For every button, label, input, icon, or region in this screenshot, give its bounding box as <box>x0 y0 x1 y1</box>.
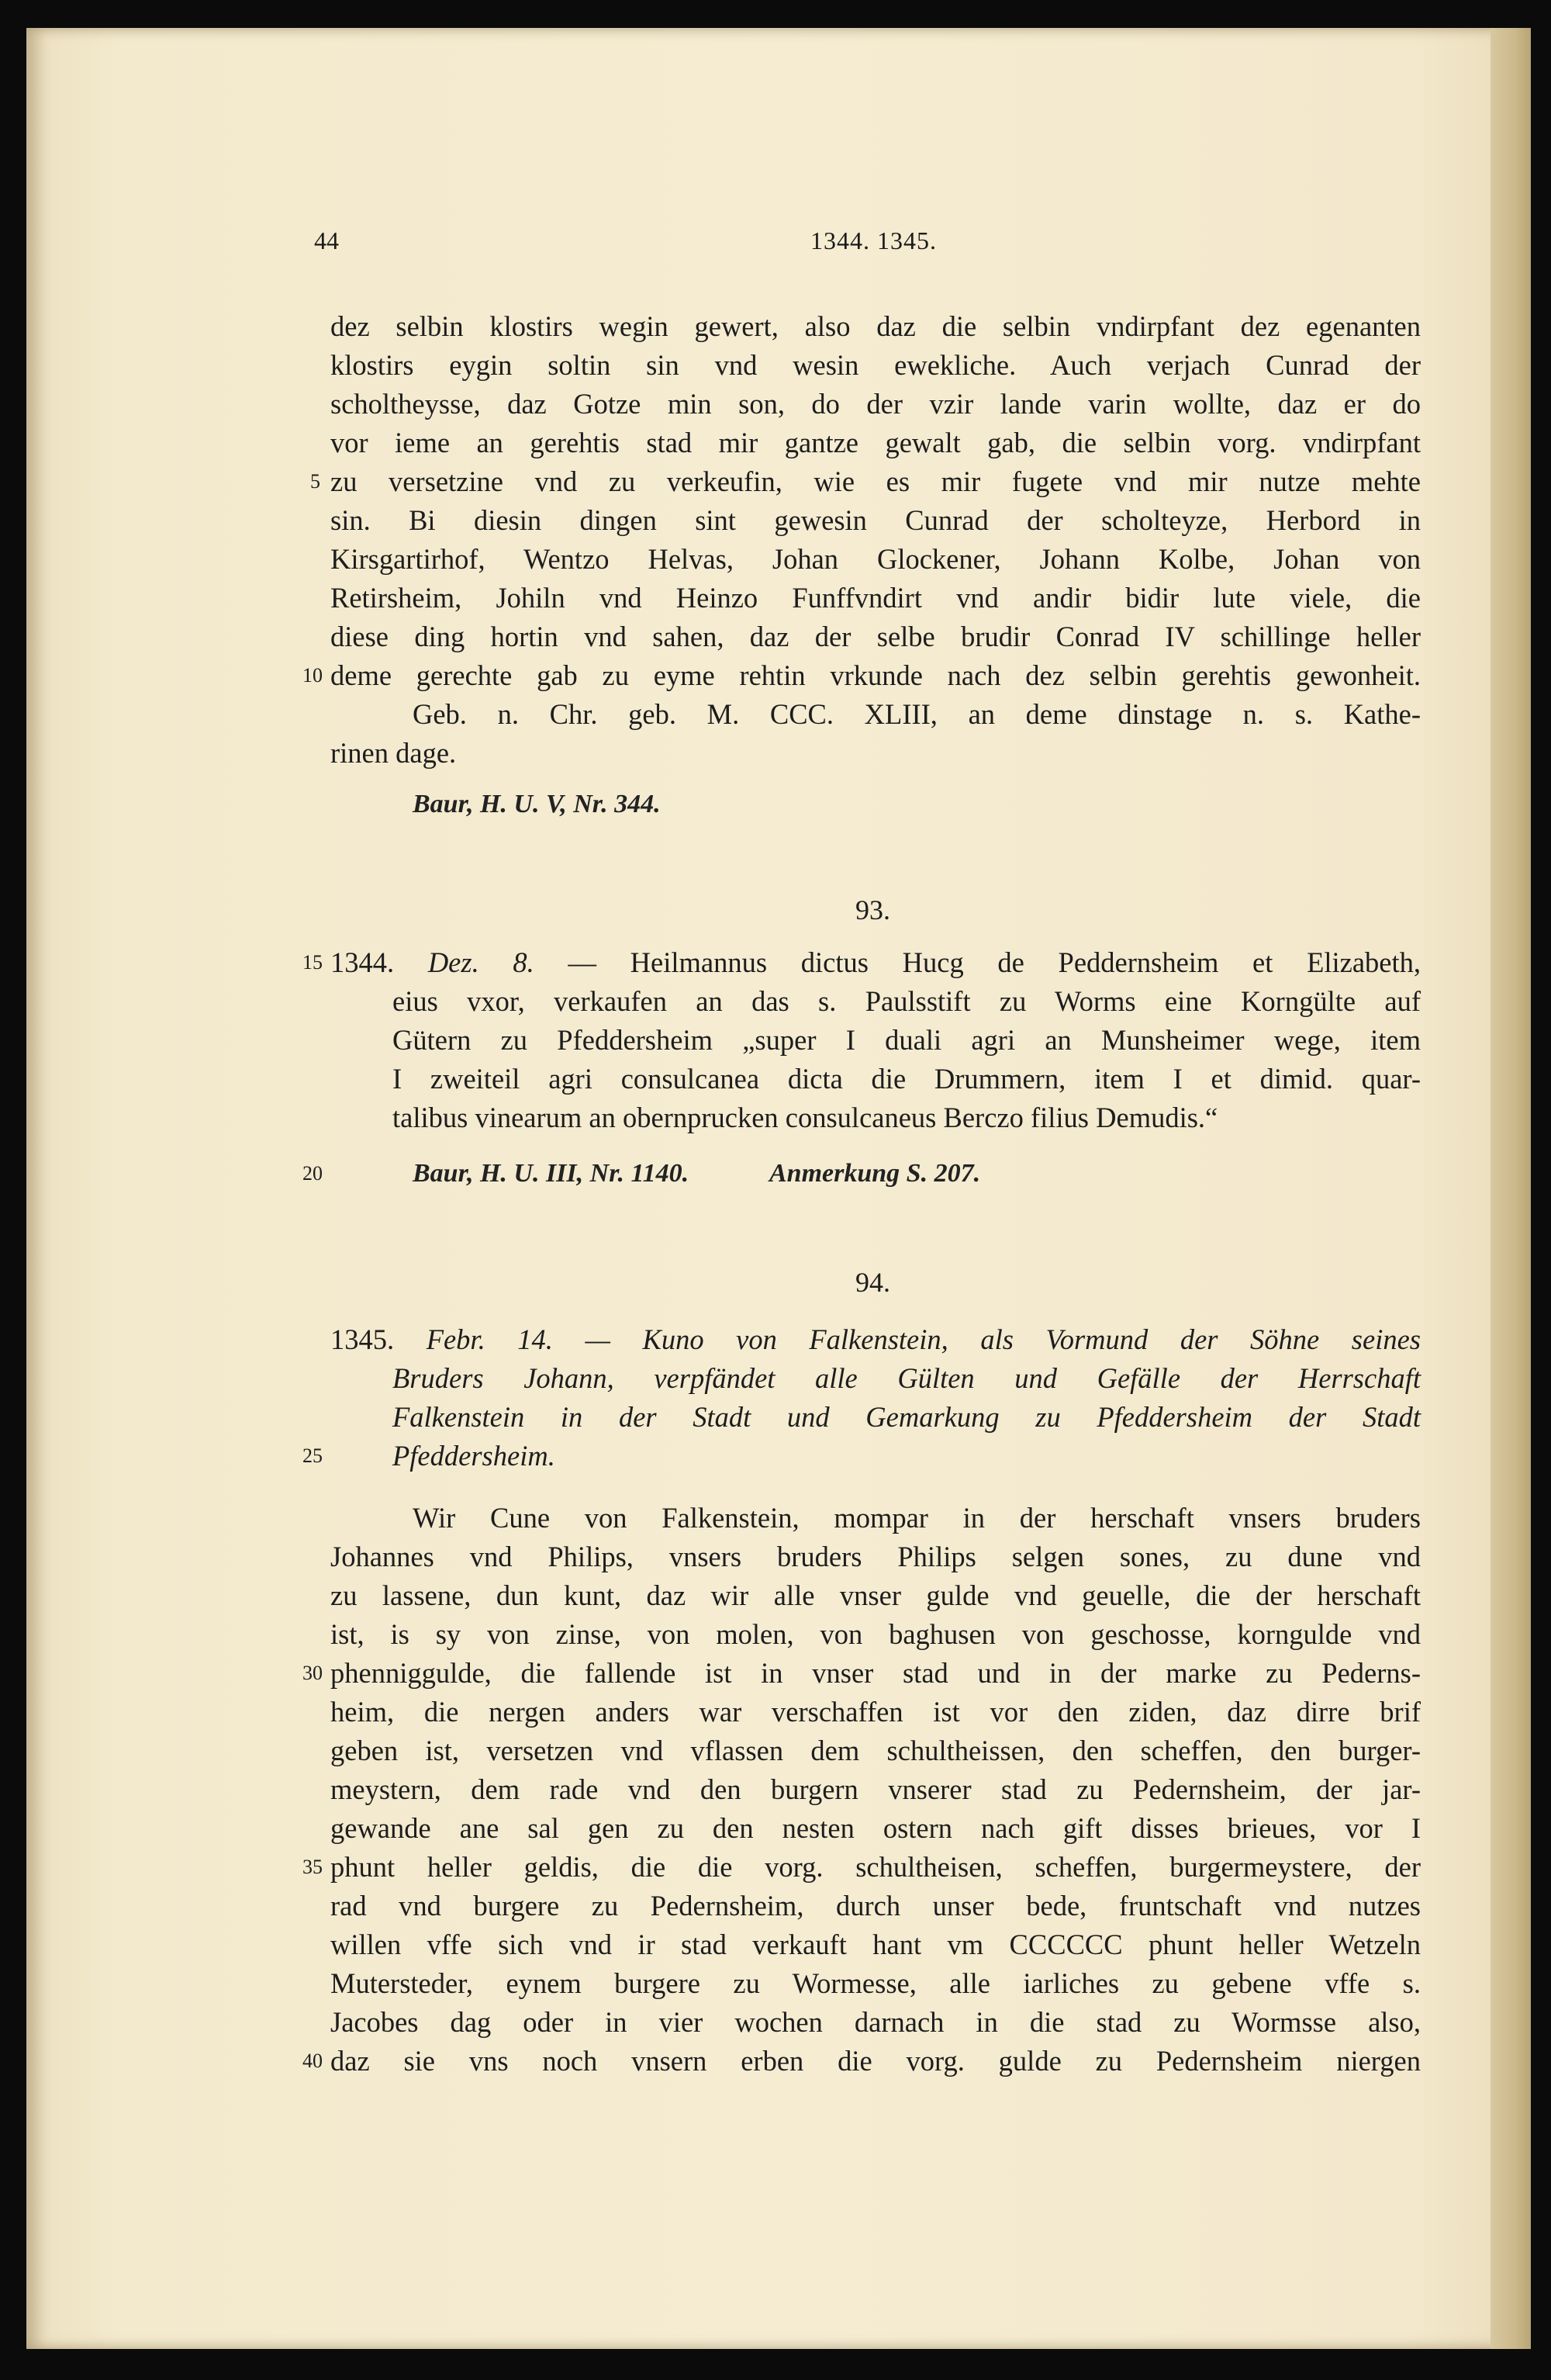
text-line: willen vffe sich vnd ir stad verkauft hant vm CCCCCC phunt heller Wetzeln <box>330 1929 1421 1960</box>
page-edge <box>1491 28 1531 2349</box>
header-years: 1344. 1345. <box>810 227 937 254</box>
text-line: klostirs eygin soltin sin vnd wesin ewekliche. Auch verjach Cunrad der <box>330 349 1421 381</box>
text-line: rad vnd burgere zu Pedernsheim, durch unser bede, fruntschaft vnd nutzes <box>330 1890 1421 1922</box>
text-line: Falkenstein in der Stadt und Gemarkung zu Pfeddersheim der Stadt <box>392 1401 1421 1433</box>
text-line: sin. Bi diesin dingen sint gewesin Cunrad der scholteyze, Herbord in <box>330 504 1421 536</box>
margin-line-number: 20 <box>302 1162 323 1185</box>
text-line: Bruders Johann, verpfändet alle Gülten und Gefälle der Herrschaft <box>392 1362 1421 1394</box>
source-reference-note: Anmerkung S. 207. <box>769 1159 981 1188</box>
text-line: zu versetzine vnd zu verkeufin, wie es mir fugete vnd mir nutze mehte <box>330 465 1421 497</box>
margin-line-number: 30 <box>302 1662 323 1684</box>
doc-date-day: Dez. 8. <box>427 946 534 978</box>
text-line: geben ist, versetzen vnd vflassen dem schultheissen, den scheffen, den burger- <box>330 1735 1421 1766</box>
page-number: 44 <box>314 227 339 254</box>
text-line: ist, is sy von zinse, von molen, von baghusen von geschosse, korngulde vnd <box>330 1618 1421 1650</box>
text-line: diese ding hortin vnd sahen, daz der selbe brudir Conrad IV schillinge heller <box>330 621 1421 652</box>
text-line: Jacobes dag oder in vier wochen darnach in die stad zu Wormsse also, <box>330 2006 1421 2038</box>
text-line: meystern, dem rade vnd den burgern vnserer stad zu Pedernsheim, der jar- <box>330 1773 1421 1805</box>
text-line <box>330 943 1421 982</box>
text-line: Wir Cune von Falkenstein, mompar in der herschaft vnsers bruders <box>413 1502 1421 1534</box>
doc-date: 1344. <box>330 946 395 978</box>
source-reference: Baur, H. U. III, Nr. 1140. <box>413 1159 689 1188</box>
doc-regest-start: — Kuno von Falkenstein, als Vormund der Söhne seines <box>552 1323 1421 1355</box>
text-line: rinen dage. <box>330 737 457 769</box>
margin-line-number: 10 <box>302 664 323 687</box>
text-line: heim, die nergen anders war verschaffen ist vor den ziden, daz dirre brif <box>330 1696 1421 1728</box>
text-line: Retirsheim, Johiln vnd Heinzo Funffvndirt vnd andir bidir lute viele, die <box>330 582 1421 614</box>
text-line: scholtheysse, daz Gotze min son, do der vzir lande varin wollte, daz er do <box>330 388 1421 420</box>
text-line: Geb. n. Chr. geb. M. CCC. XLIII, an deme dinstage n. s. Kathe- <box>413 698 1421 730</box>
text-line: talibus vinearum an obernprucken consulcaneus Berczo filius Demudis.“ <box>392 1102 1218 1133</box>
margin-line-number: 25 <box>302 1444 323 1467</box>
text-line: phunt heller geldis, die die vorg. schultheisen, scheffen, burgermeystere, der <box>330 1851 1421 1883</box>
text-line <box>330 1320 1421 1359</box>
text-line: dez selbin klostirs wegin gewert, also daz die selbin vndirpfant dez egenanten <box>330 310 1421 342</box>
document-number: 93. <box>855 894 890 925</box>
text-line: I zweiteil agri consulcanea dicta die Drummern, item I et dimid. quar- <box>392 1063 1421 1095</box>
document-number: 94. <box>855 1267 890 1298</box>
source-reference: Baur, H. U. V, Nr. 344. <box>413 790 661 818</box>
text-line: gewande ane sal gen zu den nesten ostern nach gift disses brieues, vor I <box>330 1812 1421 1844</box>
text-line: vor ieme an gerehtis stad mir gantze gewalt gab, die selbin vorg. vndirpfant <box>330 427 1421 458</box>
margin-line-number: 35 <box>302 1856 323 1878</box>
running-header <box>314 227 1423 265</box>
text-line: daz sie vns noch vnsern erben die vorg. gulde zu Pedernsheim niergen <box>330 2045 1421 2077</box>
margin-line-number: 5 <box>310 470 320 493</box>
text-line: phenniggulde, die fallende ist in vnser stad und in der marke zu Pederns- <box>330 1657 1421 1689</box>
text-line: Johannes vnd Philips, vnsers bruders Philips selgen sones, zu dune vnd <box>330 1541 1421 1572</box>
text-line: Kirsgartirhof, Wentzo Helvas, Johan Glockener, Johann Kolbe, Johan von <box>330 543 1421 575</box>
doc-regest-start: — Heilmannus dictus Hucg de Peddernsheim et Elizabeth, <box>534 946 1421 978</box>
text-line: zu lassene, dun kunt, daz wir alle vnser gulde vnd geuelle, die der herschaft <box>330 1579 1421 1611</box>
doc-date-day: Febr. 14. <box>426 1323 553 1355</box>
doc-date: 1345. <box>330 1323 395 1355</box>
text-line: Pfeddersheim. <box>392 1440 555 1472</box>
text-line: eius vxor, verkaufen an das s. Paulsstift zu Worms eine Korngülte auf <box>392 985 1421 1017</box>
text-line: deme gerechte gab zu eyme rehtin vrkunde nach dez selbin gerehtis gewonheit. <box>330 659 1421 691</box>
text-line: Gütern zu Pfeddersheim „super I duali agri an Munsheimer wege, item <box>392 1024 1421 1056</box>
text-line: Mutersteder, eynem burgere zu Wormesse, alle iarliches zu gebene vffe s. <box>330 1967 1421 1999</box>
margin-line-number: 40 <box>302 2050 323 2072</box>
margin-line-number: 15 <box>302 951 323 974</box>
